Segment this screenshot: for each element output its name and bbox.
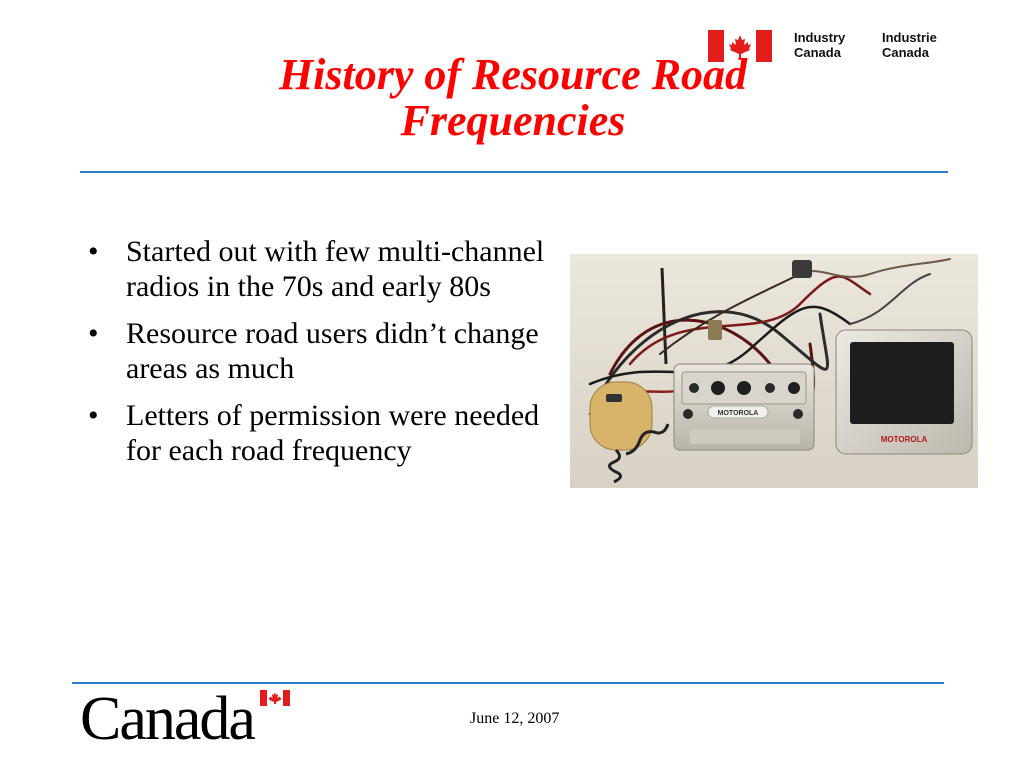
radio-brand-label: MOTOROLA xyxy=(717,410,759,417)
bullet-item xyxy=(82,234,562,304)
title-line-1: History of Resource Road xyxy=(278,50,748,99)
title-divider xyxy=(80,171,948,173)
bullet-text: Letters of permission were needed for each road frequency xyxy=(126,399,540,467)
footer-divider xyxy=(72,682,944,684)
connector-plug xyxy=(792,260,812,278)
org-fr-line-2: Canada xyxy=(882,45,929,60)
radio-equipment-photo xyxy=(570,254,978,488)
slide-title xyxy=(80,52,946,144)
org-en-line-2: Canada xyxy=(794,45,841,60)
bullet-list xyxy=(82,234,562,480)
speaker xyxy=(836,330,972,454)
org-fr-line-1: Industrie xyxy=(882,30,937,45)
bullet-text: Started out with few multi-channel radios in the 70s and early 80s xyxy=(126,235,545,303)
bullet-icon: • xyxy=(88,317,99,350)
bullet-icon: • xyxy=(88,399,99,432)
bullet-text: Resource road users didn’t change areas as much xyxy=(126,317,539,385)
footer-date: June 12, 2007 xyxy=(470,710,560,727)
wordmark-flag-icon xyxy=(260,690,290,706)
bullet-item xyxy=(82,316,562,386)
radio-photo-illustration xyxy=(570,254,978,488)
bullet-item xyxy=(82,398,562,468)
speaker-brand-label: MOTOROLA xyxy=(880,435,928,444)
title-line-2: Frequencies xyxy=(400,96,626,145)
radio-unit xyxy=(674,364,814,450)
canada-wordmark-text: Canada xyxy=(80,685,254,753)
org-en-line-1: Industry xyxy=(794,30,846,45)
canada-wordmark xyxy=(80,685,254,753)
bullet-icon: • xyxy=(88,235,99,268)
